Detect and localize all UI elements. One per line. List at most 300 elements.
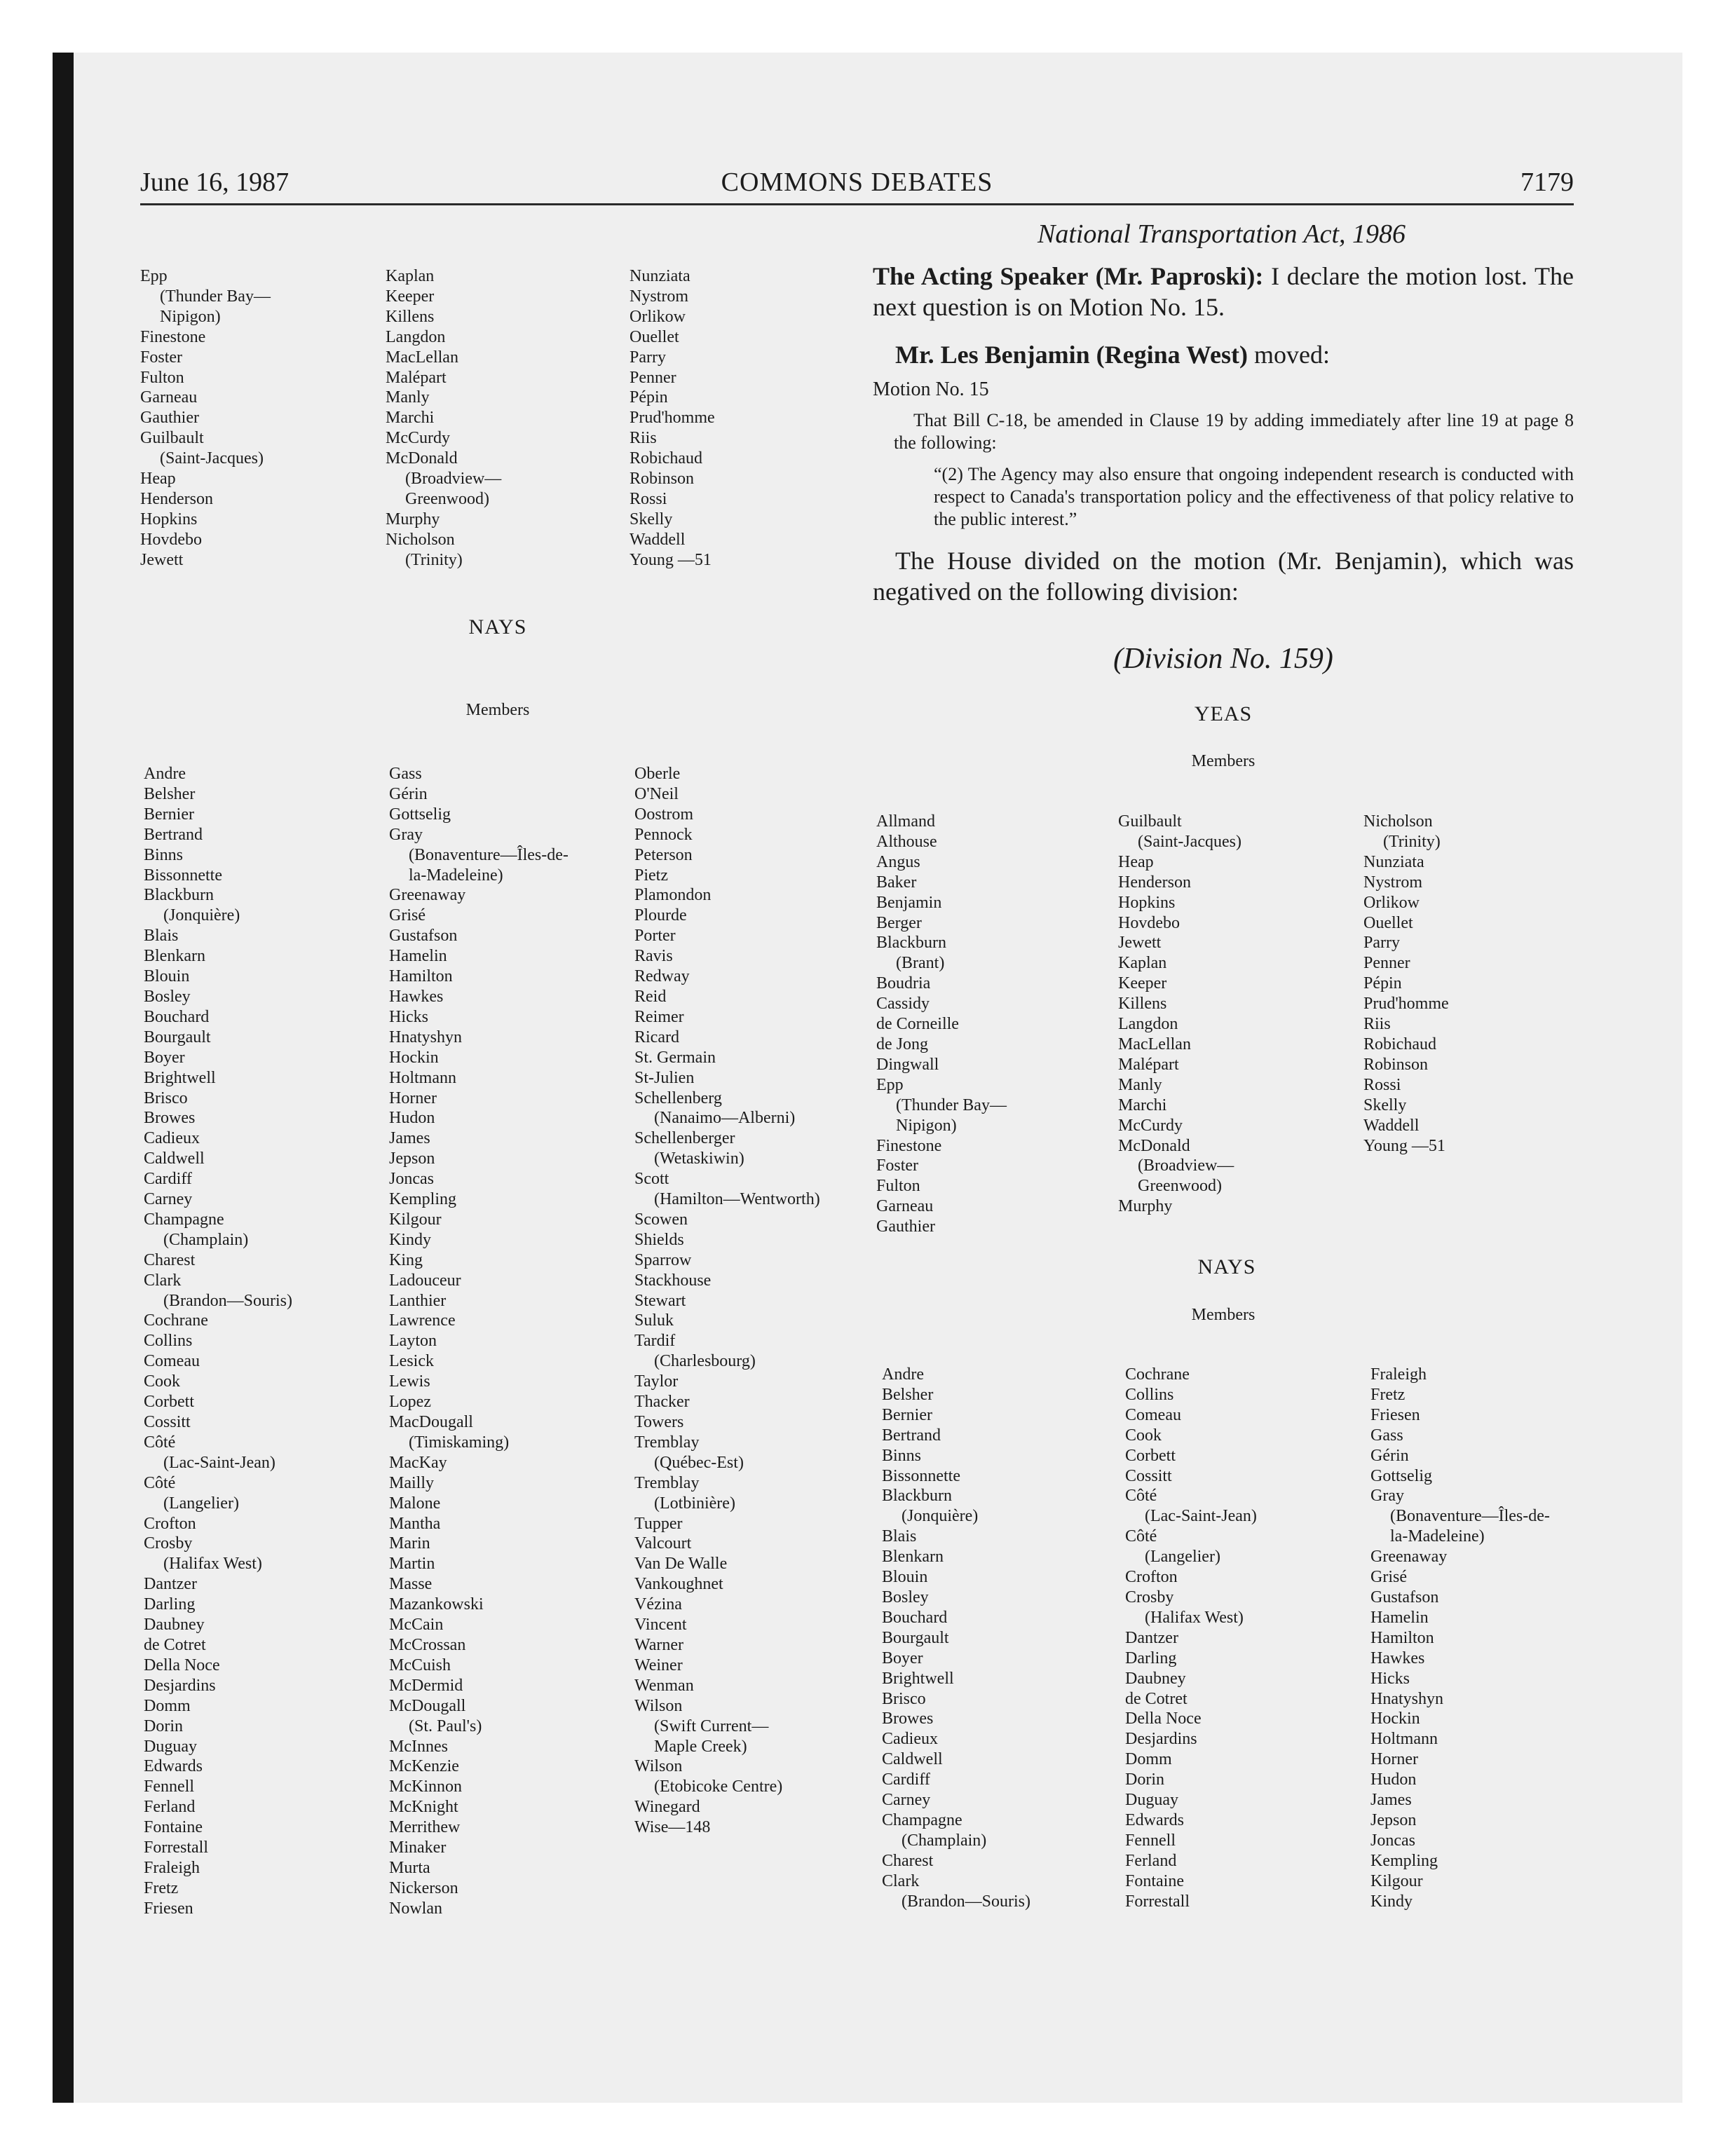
member-name: Pépin [1363,974,1402,993]
member-name: Fulton [876,1177,920,1196]
member-name: Boyer [144,1048,185,1067]
member-name: Young —51 [630,550,712,569]
member-name: Rossi [630,489,667,508]
member-name: Crosby [1125,1588,1174,1606]
member-name: Blenkarn [144,947,205,966]
member-name: Hawkes [1370,1649,1425,1667]
member-name: Boyer [882,1649,923,1667]
member-name: Bertrand [144,825,203,844]
member-name: Ouellet [630,327,679,346]
member-name: (Bonaventure—Îles-de- [1390,1507,1550,1526]
member-name: Champagne [882,1810,962,1829]
member-name: Browes [144,1109,196,1128]
member-name: Dingwall [876,1055,939,1074]
member-name: Crofton [1125,1568,1178,1587]
member-name: Keeper [1118,974,1167,993]
member-name: Tremblay [634,1433,700,1452]
member-name: McKinnon [389,1778,462,1796]
member-name: MacLellan [1118,1035,1191,1053]
member-name: Hopkins [140,510,198,528]
member-name: McDonald [386,449,458,468]
member-name: Della Noce [144,1656,220,1674]
member-name: Nickerson [389,1878,458,1897]
member-name: Gottselig [1370,1466,1432,1485]
member-name: Tupper [634,1514,683,1533]
left-nays-col3 [634,764,820,1838]
member-name: Kindy [389,1230,431,1249]
member-name: Manly [1118,1075,1162,1094]
member-name: James [389,1129,430,1148]
member-name: Orlikow [630,307,686,326]
member-name: Heap [140,470,176,489]
member-name: Ladouceur [389,1271,461,1290]
member-name: Hicks [389,1007,428,1026]
member-name: Côté [1125,1527,1157,1546]
member-name: Blackburn [876,934,946,953]
member-name: Langdon [386,327,446,346]
member-name: Reimer [634,1007,684,1026]
member-name: Fulton [140,368,184,387]
member-name: Nicholson [1363,812,1433,831]
member-name: Corbett [144,1393,194,1412]
member-name: Forrestall [1125,1892,1190,1911]
member-name: Scowen [634,1210,688,1229]
member-name: Nipigon) [896,1116,957,1135]
member-name: (Lotbinière) [654,1494,735,1513]
member-name: Hamilton [389,967,453,986]
member-name: Stackhouse [634,1271,712,1290]
member-name: Cardiff [144,1170,192,1189]
member-name: Boudria [876,974,931,993]
member-name: Kempling [1370,1851,1438,1870]
member-name: Waddell [630,530,686,549]
member-name: Lesick [389,1352,434,1371]
left-nays-col1 [144,764,292,1919]
member-name: Angus [876,852,920,871]
member-name: Desjardins [1125,1730,1197,1749]
member-name: St-Julien [634,1068,695,1087]
member-name: Benjamin [876,893,942,912]
left-nays-col2 [389,764,569,1919]
member-name: Scott [634,1170,669,1189]
member-name: Riis [1363,1015,1391,1034]
speaker-paragraph [873,261,1574,322]
member-name: Ricard [634,1028,679,1046]
member-name: Charest [144,1250,196,1269]
member-name: Oberle [634,765,681,783]
motion-text: That Bill C-18, be amended in Clause 19 by adding immediately after line 19 at page 8 the following: [894,410,1574,453]
member-name: Murphy [386,510,440,528]
header-page-number: 7179 [1520,168,1574,197]
member-name: Fretz [1370,1385,1406,1404]
member-name: Ferland [1125,1851,1177,1870]
member-name: Horner [1370,1750,1418,1769]
member-name: Lopez [389,1393,431,1412]
member-name: de Cotret [1125,1689,1188,1708]
member-name: Cook [1125,1426,1162,1445]
member-name: Brightwell [144,1068,216,1087]
member-name: Joncas [389,1170,434,1189]
member-name: Henderson [140,489,213,508]
member-name: Robichaud [1363,1035,1436,1053]
member-name: Penner [1363,954,1410,973]
member-name: Gauthier [876,1217,935,1236]
member-name: Gass [1370,1426,1403,1445]
member-name: Young —51 [1363,1136,1445,1155]
member-name: (Broadview— [405,470,502,489]
member-name: Nunziata [630,267,690,285]
member-name: Corbett [1125,1446,1176,1465]
member-name: Belsher [144,784,196,803]
member-name: Heap [1118,852,1154,871]
member-name: Fontaine [144,1818,203,1837]
left-yeas-col2 [386,266,501,571]
member-name: Cochrane [1125,1365,1190,1384]
member-name: Lanthier [389,1291,447,1310]
member-name: Nipigon) [160,307,221,326]
member-name: Thacker [634,1393,690,1412]
member-name: Merrithew [389,1818,461,1837]
member-name: Murphy [1118,1197,1173,1216]
yeas-col3 [1363,812,1449,1156]
member-name: Fraleigh [1370,1365,1427,1384]
member-name: Belsher [882,1385,934,1404]
member-name: Jewett [140,550,184,569]
member-name: O'Neil [634,784,679,803]
member-name: Shields [634,1230,684,1249]
member-name: Edwards [144,1757,203,1776]
member-name: Malone [389,1494,441,1513]
member-name: Prud'homme [1363,995,1449,1014]
member-name: Kindy [1370,1892,1413,1911]
member-name: Marchi [1118,1096,1167,1114]
member-name: Cardiff [882,1770,930,1789]
member-name: Bouchard [144,1007,210,1026]
member-name: (St. Paul's) [409,1717,482,1735]
member-name: Gottselig [389,805,451,824]
member-name: Wenman [634,1676,694,1695]
member-name: Horner [389,1089,437,1107]
member-name: Skelly [1363,1096,1407,1114]
member-name: Crofton [144,1514,196,1533]
member-name: Guilbault [140,429,204,448]
member-name: Gauthier [140,409,199,428]
member-name: Guilbault [1118,812,1182,831]
member-name: (Nanaimo—Alberni) [654,1109,796,1128]
member-name: Langdon [1118,1015,1178,1034]
member-name: de Corneille [876,1015,959,1034]
division-title: (Division No. 159) [1113,643,1333,675]
member-name: Hnatyshyn [1370,1689,1443,1708]
member-name: Binns [144,845,184,864]
member-name: Prud'homme [630,409,715,428]
mover-name: Mr. Les Benjamin (Regina West) [895,341,1248,369]
member-name: Mazankowski [389,1595,484,1614]
member-name: Suluk [634,1311,674,1330]
member-name: McKenzie [389,1757,459,1776]
member-name: Killens [1118,995,1167,1014]
member-name: (Trinity) [405,550,463,569]
member-name: Robichaud [630,449,702,468]
member-name: Clark [144,1271,182,1290]
section-title: National Transportation Act, 1986 [1037,219,1406,249]
member-name: Nicholson [386,530,455,549]
member-name: Garneau [140,388,198,407]
member-name: Binns [882,1446,922,1465]
member-name: Maple Creek) [654,1737,747,1756]
header-title: COMMONS DEBATES [721,168,993,197]
member-name: Mailly [389,1473,434,1492]
member-name: Fretz [144,1878,179,1897]
member-name: Collins [144,1332,193,1351]
member-name: Jepson [389,1149,435,1168]
mover-paragraph [873,339,1574,370]
member-name: Parry [1363,934,1400,953]
member-name: Andre [882,1365,924,1384]
member-name: (Québec-Est) [654,1453,744,1472]
member-name: Skelly [630,510,673,528]
member-name: Hovdebo [1118,913,1180,932]
member-name: Tardif [634,1332,676,1351]
left-yeas-col1 [140,266,271,571]
member-name: Côté [144,1473,176,1492]
member-name: Gass [389,765,422,783]
member-name: Forrestall [144,1838,208,1857]
member-name: Fontaine [1125,1871,1184,1890]
member-name: Killens [386,307,435,326]
member-name: Bourgault [144,1028,211,1046]
member-name: Bosley [882,1588,929,1606]
member-name: Orlikow [1363,893,1420,912]
member-name: Brightwell [882,1669,954,1688]
member-name: Collins [1125,1385,1174,1404]
member-name: Pietz [634,866,668,885]
member-name: McCurdy [1118,1116,1183,1135]
member-name: Epp [876,1075,904,1094]
member-name: la-Madeleine) [409,866,503,885]
member-name: St. Germain [634,1048,716,1067]
member-name: Brisco [882,1689,926,1708]
left-yeas-col3 [630,266,715,571]
member-name: Berger [876,913,922,932]
member-name: Bernier [144,805,194,824]
member-name: Robinson [1363,1055,1429,1074]
member-name: Blackburn [144,886,214,905]
member-name: (Timiskaming) [409,1433,510,1452]
member-name: Stewart [634,1291,686,1310]
member-name: Carney [144,1190,193,1209]
member-name: McCurdy [386,429,450,448]
member-name: Minaker [389,1838,447,1857]
member-name: Lawrence [389,1311,456,1330]
member-name: Althouse [876,832,937,851]
nays-members-heading: Members [1191,1306,1256,1324]
member-name: Ferland [144,1798,196,1817]
member-name: Champagne [144,1210,224,1229]
member-name: Cadieux [144,1129,200,1148]
member-name: Lewis [389,1372,430,1391]
member-name: Reid [634,987,667,1006]
member-name: (Lac-Saint-Jean) [1145,1507,1257,1526]
left-nays-members-heading: Members [465,701,530,719]
member-name: (Trinity) [1383,832,1441,851]
member-name: (Swift Current— [654,1717,769,1735]
member-name: Crosby [144,1534,193,1553]
member-name: Holtmann [389,1068,456,1087]
member-name: (Saint-Jacques) [1138,832,1241,851]
member-name: Finestone [140,327,206,346]
member-name: (Wetaskiwin) [654,1149,744,1168]
member-name: Daubney [144,1616,205,1635]
member-name: (Broadview— [1138,1157,1234,1175]
member-name: Winegard [634,1798,700,1817]
nays-col3 [1370,1365,1550,1911]
page-header [140,167,1574,205]
member-name: Cook [144,1372,181,1391]
member-name: Brisco [144,1089,188,1107]
member-name: McDermid [389,1676,463,1695]
member-name: Martin [389,1555,435,1574]
member-name: Vézina [634,1595,682,1614]
member-name: (Halifax West) [1145,1608,1244,1627]
member-name: Joncas [1370,1831,1415,1850]
member-name: Porter [634,927,676,946]
member-name: Cossitt [1125,1466,1172,1485]
member-name: Baker [876,873,917,892]
member-name: (Bonaventure—Îles-de- [409,845,569,864]
member-name: Fennell [1125,1831,1176,1850]
member-name: Redway [634,967,690,986]
member-name: (Saint-Jacques) [160,449,264,468]
member-name: Cassidy [876,995,930,1014]
member-name: Foster [876,1157,918,1175]
member-name: Penner [630,368,676,387]
member-name: Allmand [876,812,935,831]
motion-quote: “(2) The Agency may also ensure that ongoing independent research is conducted with respect to Canada's transportation policy and the effectiveness of that policy relative to the public interest.” [934,464,1574,529]
member-name: Oostrom [634,805,693,824]
member-name: Hopkins [1118,893,1176,912]
member-name: Domm [1125,1750,1172,1769]
member-name: (Lac-Saint-Jean) [163,1453,275,1472]
speaker-name: The Acting Speaker (Mr. Paproski): [873,262,1264,290]
member-name: Hnatyshyn [389,1028,462,1046]
member-name: Greenwood) [405,489,489,508]
member-name: Henderson [1118,873,1191,892]
member-name: (Champlain) [901,1831,987,1850]
member-name: Hovdebo [140,530,202,549]
member-name: McKnight [389,1798,458,1817]
member-name: Kilgour [389,1210,442,1229]
member-name: Layton [389,1332,437,1351]
member-name: Hicks [1370,1669,1410,1688]
member-name: Pépin [630,388,668,407]
member-name: Domm [144,1696,191,1715]
member-name: Bouchard [882,1608,948,1627]
member-name: Dantzer [144,1575,197,1594]
member-name: MacKay [389,1453,447,1472]
member-name: Warner [634,1635,684,1654]
member-name: (Charlesbourg) [654,1352,756,1371]
member-name: Daubney [1125,1669,1186,1688]
left-nays-heading: NAYS [468,615,527,639]
member-name: Blenkarn [882,1548,944,1567]
member-name: Gérin [389,784,428,803]
member-name: Valcourt [634,1534,692,1553]
member-name: Vankoughnet [634,1575,723,1594]
member-name: (Brant) [896,954,945,973]
member-name: Fraleigh [144,1858,200,1877]
member-name: Côté [1125,1487,1157,1506]
member-name: (Champlain) [163,1230,249,1249]
member-name: Bourgault [882,1628,949,1647]
member-name: Riis [630,429,657,448]
member-name: Foster [140,348,182,367]
member-name: Gustafson [389,927,458,946]
member-name: Friesen [1370,1405,1420,1424]
member-name: McDonald [1118,1136,1190,1155]
member-name: Gérin [1370,1446,1409,1465]
member-name: Schellenberg [634,1089,722,1107]
member-name: Ravis [634,947,673,966]
member-name: Bernier [882,1405,932,1424]
member-name: (Thunder Bay— [160,287,271,306]
member-name: McCain [389,1616,444,1635]
member-name: Fennell [144,1778,194,1796]
member-name: (Jonquière) [901,1507,979,1526]
member-name: Hamelin [389,947,447,966]
member-name: Malépart [1118,1055,1179,1074]
member-name: Schellenberger [634,1129,735,1148]
motion-label: Motion No. 15 [873,378,989,400]
member-name: Dorin [1125,1770,1164,1789]
member-name: Bertrand [882,1426,941,1445]
yeas-members-heading: Members [1191,752,1256,770]
member-name: Tremblay [634,1473,700,1492]
nays-col1 [882,1365,1030,1911]
member-name: Greenaway [1370,1548,1448,1567]
member-name: Hudon [1370,1770,1417,1789]
member-name: Nystrom [630,287,688,306]
member-name: McCuish [389,1656,451,1674]
member-name: Robinson [630,470,695,489]
member-name: Parry [630,348,666,367]
member-name: Hawkes [389,987,444,1006]
member-name: Friesen [144,1899,193,1918]
member-name: Epp [140,267,168,285]
member-name: Manly [386,388,430,407]
member-name: Bissonnette [882,1466,960,1485]
member-name: Keeper [386,287,435,306]
member-name: Charest [882,1851,934,1870]
member-name: Duguay [1125,1791,1178,1810]
division-paragraph: The House divided on the motion (Mr. Benjamin), which was negatived on the following division: [873,547,1574,606]
yeas-col2 [1118,812,1241,1217]
member-name: Plamondon [634,886,712,905]
member-name: Sparrow [634,1250,692,1269]
member-name: Kilgour [1370,1871,1423,1890]
member-name: la-Madeleine) [1390,1527,1485,1546]
member-name: Plourde [634,906,687,925]
member-name: Van De Walle [634,1555,728,1574]
member-name: Hamelin [1370,1608,1429,1627]
member-name: Marin [389,1534,430,1553]
member-name: Pennock [634,825,693,844]
member-name: Andre [144,765,186,783]
member-name: (Etobicoke Centre) [654,1778,783,1796]
member-name: Wilson [634,1757,683,1776]
member-name: James [1370,1791,1412,1810]
member-name: Comeau [1125,1405,1181,1424]
